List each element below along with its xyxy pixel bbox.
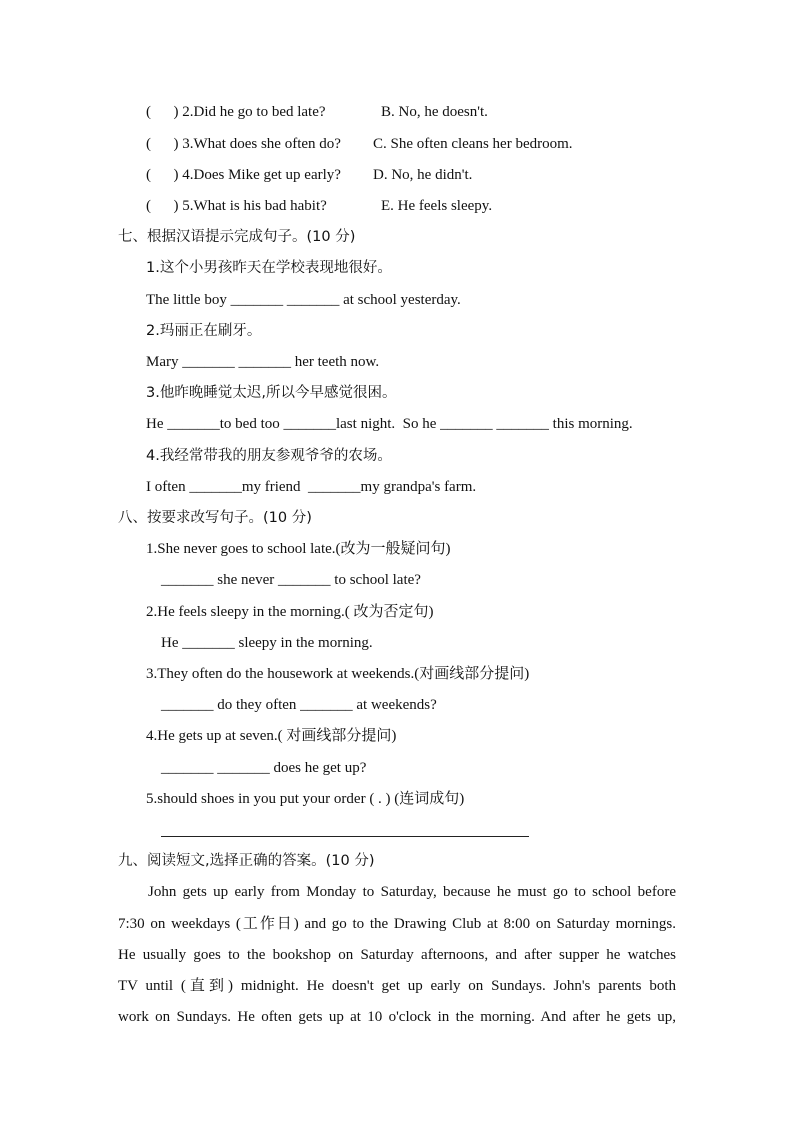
section-8-item-4-question: 4.He gets up at seven.( 对画线部分提问)	[146, 728, 397, 744]
section-7-item-2-sentence: Mary _______ _______ her teeth now.	[146, 354, 380, 370]
section-8-title: 八、按要求改写句子。(10 分)	[118, 510, 312, 526]
matching-answer-e: E. He feels sleepy.	[381, 198, 493, 214]
matching-question-2: ( ) 2.Did he go to bed late?	[146, 104, 326, 120]
passage-line-5: work on Sundays. He often gets up at 10 o'clock in the morning. And after he gets up,	[118, 1009, 676, 1025]
passage-line-4: TV until (直到) midnight. He doesn't get up early on Sundays. John's parents both	[118, 978, 676, 994]
section-9-title: 九、阅读短文,选择正确的答案。(10 分)	[118, 853, 375, 869]
section-8-item-1-answer: _______ she never _______ to school late?	[161, 572, 421, 588]
section-8-item-2-question: 2.He feels sleepy in the morning.( 改为否定句)	[146, 604, 434, 620]
section-8-item-3-answer: _______ do they often _______ at weekends?	[161, 697, 437, 713]
section-7-item-2-prompt: 2.玛丽正在刷牙。	[146, 323, 262, 339]
section-8-item-2-answer: He _______ sleepy in the morning.	[161, 635, 373, 651]
matching-answer-b: B. No, he doesn't.	[381, 104, 488, 120]
matching-answer-c: C. She often cleans her bedroom.	[373, 136, 573, 152]
section-7-item-1-sentence: The little boy _______ _______ at school yesterday.	[146, 292, 461, 308]
section-7-item-3-prompt: 3.他昨晚睡觉太迟,所以今早感觉很困。	[146, 385, 397, 401]
section-7-item-4-prompt: 4.我经常带我的朋友参观爷爷的农场。	[146, 448, 392, 464]
passage-line-1: John gets up early from Monday to Saturday, because he must go to school before	[148, 884, 676, 900]
passage-line-3: He usually goes to the bookshop on Saturday afternoons, and after supper he watches	[118, 947, 676, 963]
matching-question-4: ( ) 4.Does Mike get up early?	[146, 167, 341, 183]
matching-answer-d: D. No, he didn't.	[373, 167, 473, 183]
section-8-item-3-question: 3.They often do the housework at weekends.(对画线部分提问)	[146, 666, 530, 682]
matching-question-5: ( ) 5.What is his bad habit?	[146, 198, 327, 214]
passage-line-2: 7:30 on weekdays (工作日) and go to the Drawing Club at 8:00 on Saturday mornings.	[118, 916, 676, 932]
section-8-item-4-answer: _______ _______ does he get up?	[161, 760, 367, 776]
section-7-title: 七、根据汉语提示完成句子。(10 分)	[118, 229, 356, 245]
section-7-item-4-sentence: I often _______my friend _______my grandpa's farm.	[146, 479, 477, 495]
section-8-item-1-question: 1.She never goes to school late.(改为一般疑问句)	[146, 541, 451, 557]
matching-question-3: ( ) 3.What does she often do?	[146, 136, 341, 152]
section-7-item-1-prompt: 1.这个小男孩昨天在学校表现地很好。	[146, 260, 392, 276]
section-8-item-5-answer-line	[161, 836, 529, 837]
section-8-item-5-question: 5.should shoes in you put your order ( . ) (连词成句)	[146, 791, 465, 807]
section-7-item-3-sentence: He _______to bed too _______last night. So he _______ _______ this morning.	[146, 416, 633, 432]
